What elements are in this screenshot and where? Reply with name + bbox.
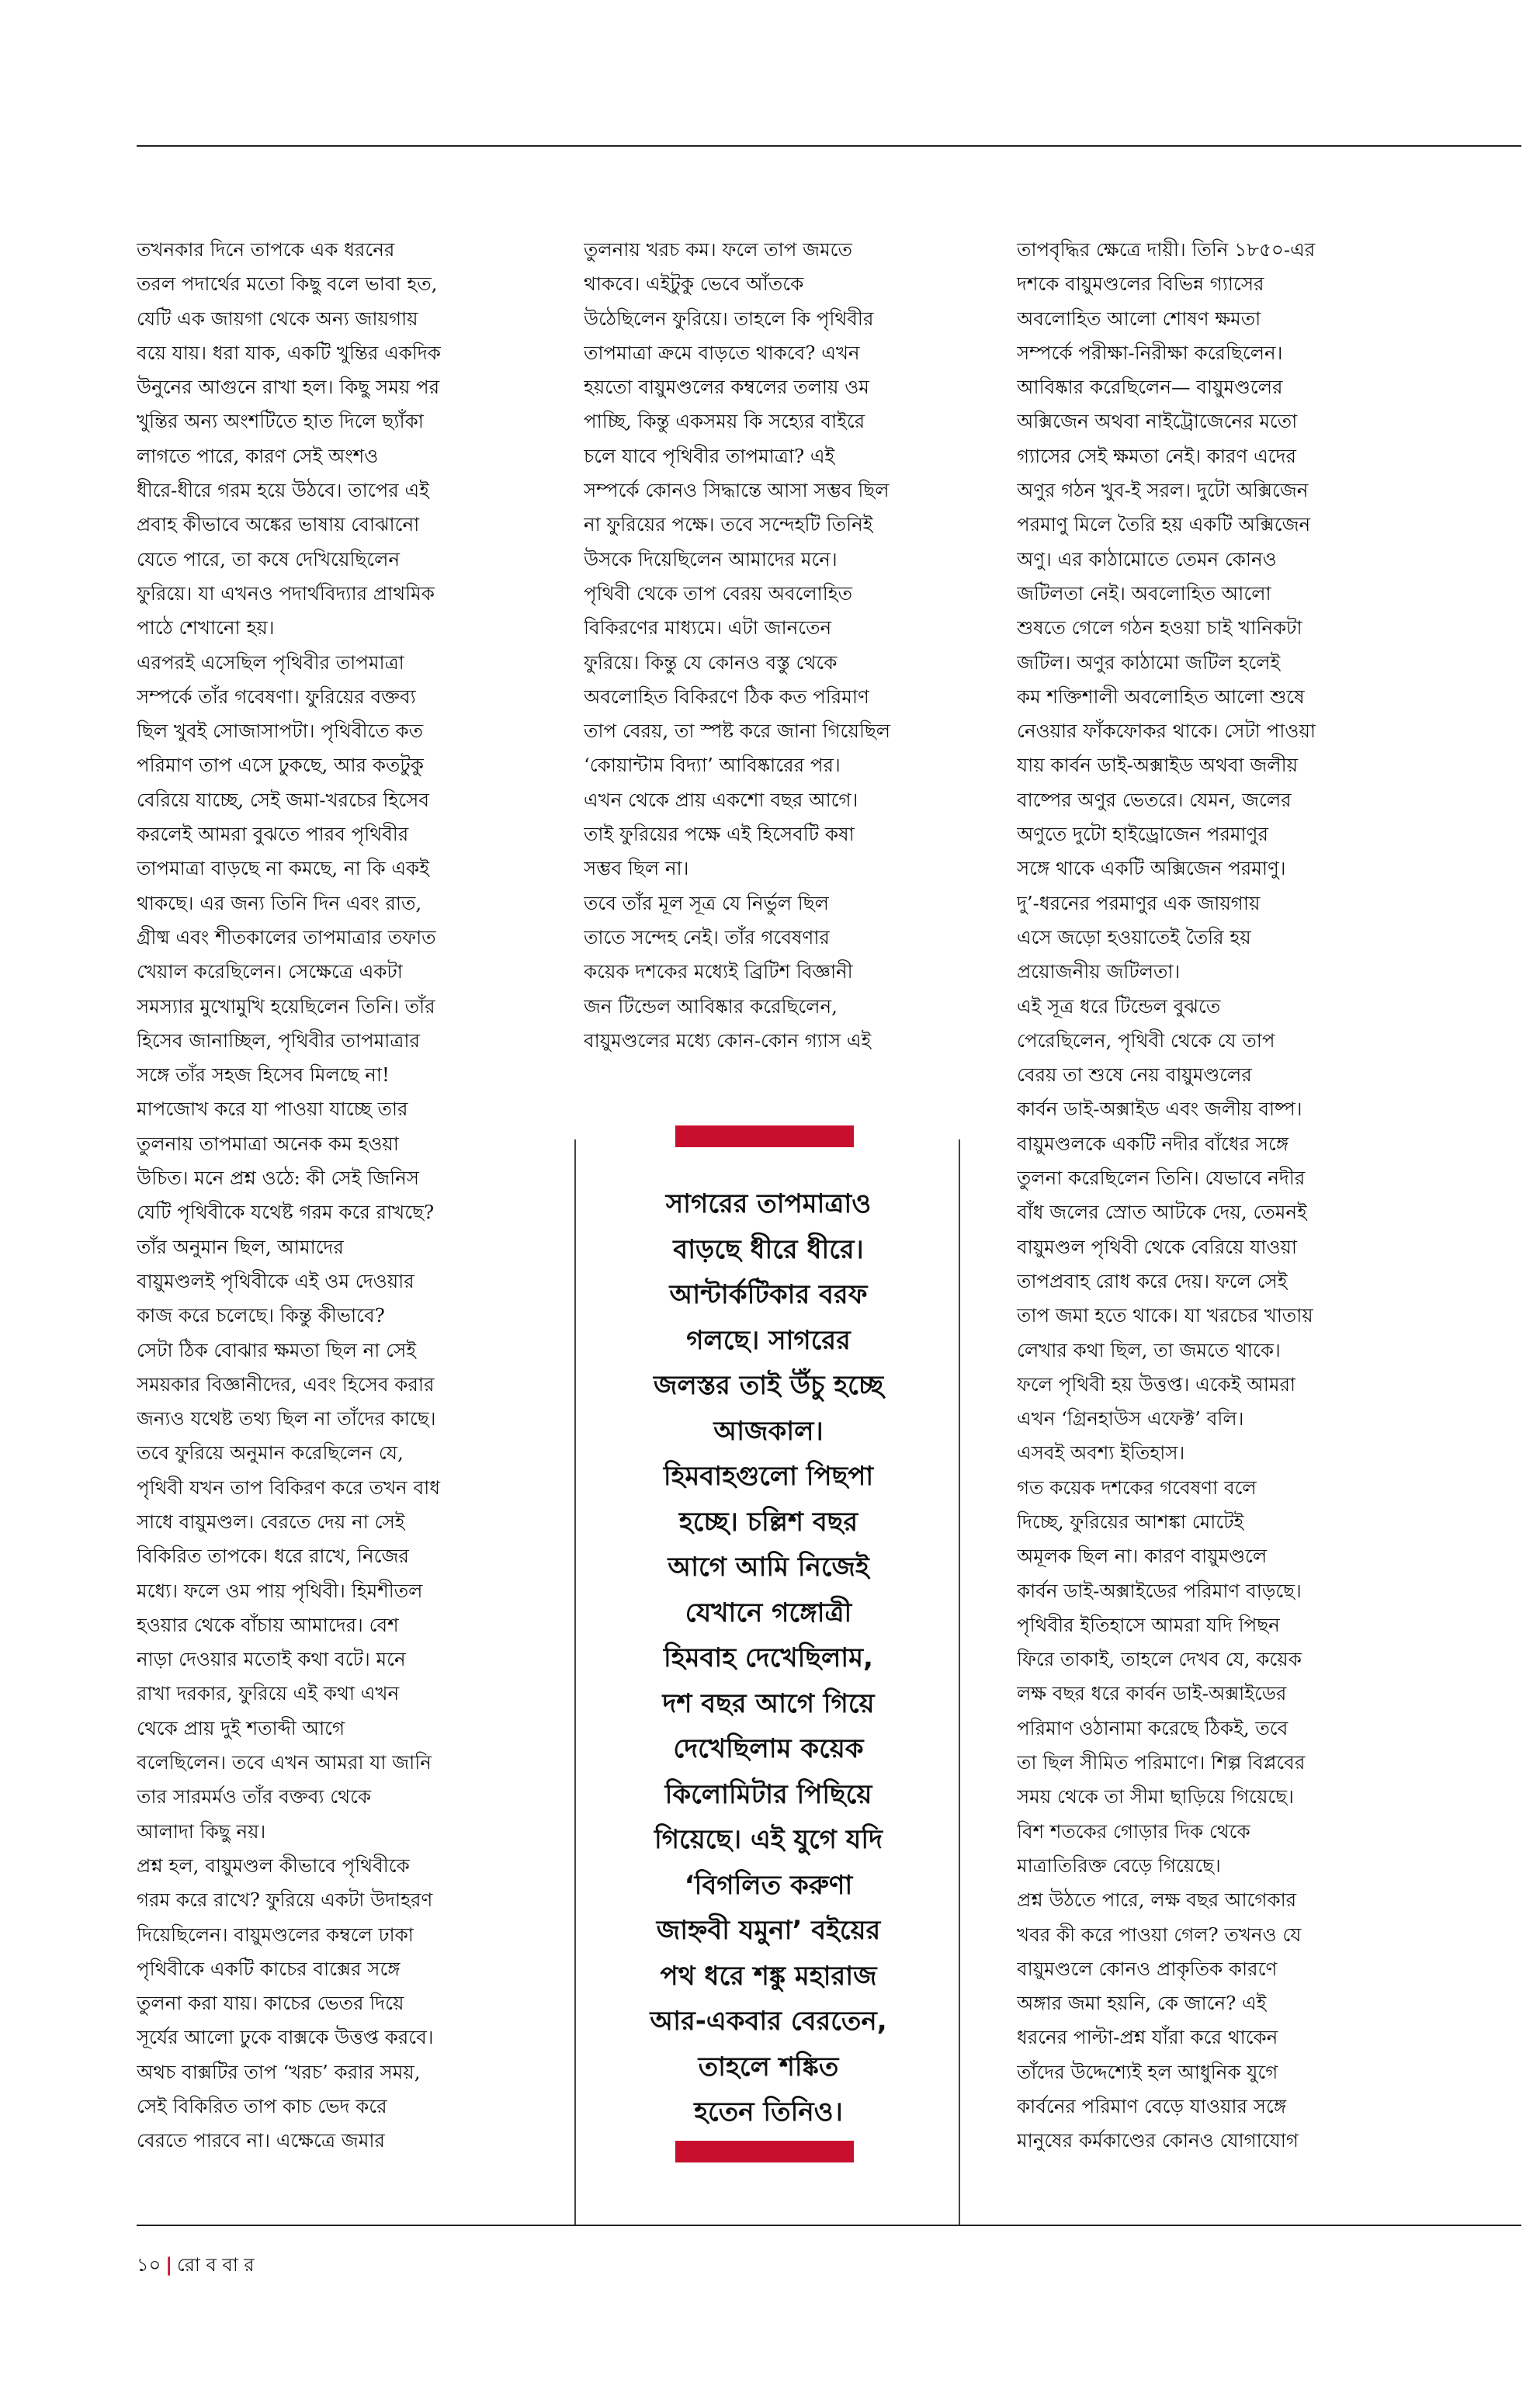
- text-line: সময়কার বিজ্ঞানীদের, এবং হিসেব করার: [137, 1372, 435, 1396]
- text-line: শুষতে গেলে গঠন হওয়া চাই খানিকটা: [1017, 616, 1302, 640]
- text-line: সম্পর্কে তাঁর গবেষণা। ফুরিয়ের বক্তব্য: [137, 685, 416, 708]
- text-line: বেরিয়ে যাচ্ছে, সেই জমা-খরচের হিসেব: [137, 788, 429, 811]
- text-line: পৃথিবী যখন তাপ বিকিরণ করে তখন বাধ: [137, 1476, 440, 1499]
- text-line: উনুনের আগুনে রাখা হল। কিছু সময় পর: [137, 376, 440, 399]
- text-line: কাজ করে চলেছে। কিন্তু কীভাবে?: [137, 1304, 385, 1327]
- text-line: থাকবে। এইটুকু ভেবে আঁতকে: [584, 272, 804, 296]
- text-line: তরল পদার্থের মতো কিছু বলে ভাবা হত,: [137, 272, 438, 296]
- text-line: হিসেব জানাচ্ছিল, পৃথিবীর তাপমাত্রার: [137, 1028, 420, 1052]
- pullquote-line: দেখেছিলাম কয়েক: [673, 1733, 864, 1764]
- text-line: সময় থেকে তা সীমা ছাড়িয়ে গিয়েছে।: [1017, 1785, 1294, 1809]
- text-line: এসে জড়ো হওয়াতেই তৈরি হয়: [1017, 925, 1251, 949]
- article-column-3: [1017, 233, 1409, 2159]
- pullquote-line: হিমবাহ দেখেছিলাম,: [664, 1642, 873, 1673]
- text-line: ধরনের পাল্টা-প্রশ্ন যাঁরা করে থাকেন: [1017, 2026, 1278, 2049]
- top-rule: [137, 145, 1521, 147]
- text-line: মাপজোখ করে যা পাওয়া যাচ্ছে তার: [137, 1098, 408, 1121]
- text-line: বায়ুমণ্ডলের মধ্যে কোন-কোন গ্যাস এই: [584, 1028, 872, 1052]
- text-line: কয়েক দশকের মধ্যেই ব্রিটিশ বিজ্ঞানী: [584, 960, 853, 983]
- text-line: খবর কী করে পাওয়া গেল? তখনও যে: [1017, 1923, 1302, 1946]
- text-line: তুলনায় খরচ কম। ফলে তাপ জমতে: [584, 238, 852, 261]
- text-line: লক্ষ বছর ধরে কার্বন ডাই-অক্সাইডের: [1017, 1682, 1287, 1705]
- footer-separator: |: [165, 2254, 172, 2276]
- pullquote-right-divider: [959, 1139, 960, 2225]
- text-line: পাঠে শেখানো হয়।: [137, 616, 275, 640]
- pullquote-line: আজকাল।: [713, 1415, 824, 1447]
- text-line: দু’-ধরনের পরমাণুর এক জায়গায়: [1017, 891, 1261, 914]
- text-line: চলে যাবে পৃথিবীর তাপমাত্রা? এই: [584, 444, 835, 467]
- text-line: বিশ শতকের গোড়ার দিক থেকে: [1017, 1819, 1250, 1843]
- text-line: লাগতে পারে, কারণ সেই অংশও: [137, 444, 379, 467]
- text-line: তাপপ্রবাহ রোধ করে দেয়। ফলে সেই: [1017, 1269, 1288, 1292]
- text-line: বিকিরিত তাপকে। ধরে রাখে, নিজের: [137, 1545, 409, 1568]
- text-line: বাষ্পের অণুর ভেতরে। যেমন, জলের: [1017, 788, 1292, 811]
- text-line: দিচ্ছে, ফুরিয়ের আশঙ্কা মোটেই: [1017, 1510, 1244, 1533]
- pullquote-line: হচ্ছে। চল্লিশ বছর: [678, 1506, 858, 1538]
- text-line: তাতে সন্দেহ নেই। তাঁর গবেষণার: [584, 925, 830, 949]
- text-line: ‘কোয়ান্টাম বিদ্যা’ আবিষ্কারের পর।: [584, 754, 841, 777]
- pullquote-line: আর-একবার বেরতেন,: [650, 2006, 887, 2037]
- text-line: মানুষের কর্মকাণ্ডের কোনও যোগাযোগ: [1017, 2129, 1299, 2152]
- text-line: থাকছে। এর জন্য তিনি দিন এবং রাত,: [137, 891, 422, 914]
- text-line: তাঁদের উদ্দেশ্যেই হল আধুনিক যুগে: [1017, 2060, 1278, 2083]
- text-line: থেকে প্রায় দুই শতাব্দী আগে: [137, 1716, 345, 1739]
- text-line: সম্পর্কে পরীক্ষা-নিরীক্ষা করেছিলেন।: [1017, 341, 1283, 364]
- text-line: অঙ্গার জমা হয়নি, কে জানে? এই: [1017, 1992, 1267, 2015]
- text-line: অবলোহিত আলো শোষণ ক্ষমতা: [1017, 307, 1261, 330]
- text-line: বয়ে যায়। ধরা যাক, একটি খুন্তির একদিক: [137, 341, 441, 364]
- text-line: কার্বন ডাই-অক্সাইড এবং জলীয় বাষ্প।: [1017, 1098, 1302, 1121]
- pullquote-line: তাহলে শঙ্কিত: [698, 2051, 839, 2083]
- text-line: উচিত। মনে প্রশ্ন ওঠে: কী সেই জিনিস: [137, 1167, 419, 1190]
- text-line: মধ্যে। ফলে ওম পায় পৃথিবী। হিমশীতল: [137, 1579, 423, 1602]
- text-line: ফুরিয়ে। যা এখনও পদার্থবিদ্যার প্রাথমিক: [137, 581, 435, 605]
- text-line: গরম করে রাখে? ফুরিয়ে একটা উদাহরণ: [137, 1888, 433, 1912]
- page-footer: [137, 2251, 255, 2282]
- text-line: নাড়া দেওয়ার মতোই কথা বটে। মনে: [137, 1648, 406, 1671]
- text-line: তুলনায় তাপমাত্রা অনেক কম হওয়া: [137, 1132, 399, 1155]
- text-line: হয়তো বায়ুমণ্ডলের কম্বলের তলায় ওম: [584, 376, 869, 399]
- text-line: বেরতে পারবে না। এক্ষেত্রে জমার: [137, 2129, 385, 2152]
- article-column-1: [137, 233, 529, 2159]
- text-line: জন্যও যথেষ্ট তথ্য ছিল না তাঁদের কাছে।: [137, 1407, 436, 1431]
- text-line: সাধে বায়ুমণ্ডল। বেরতে দেয় না সেই: [137, 1510, 405, 1533]
- text-line: হওয়ার থেকে বাঁচায় আমাদের। বেশ: [137, 1613, 399, 1636]
- text-line: তবে তাঁর মূল সূত্র যে নির্ভুল ছিল: [584, 891, 829, 914]
- text-line: কার্বনের পরিমাণ বেড়ে যাওয়ার সঙ্গে: [1017, 2095, 1287, 2118]
- pullquote: [598, 1181, 939, 2135]
- text-line: আলাদা কিছু নয়।: [137, 1819, 266, 1843]
- text-line: তাপমাত্রা ক্রমে বাড়তে থাকবে? এখন: [584, 341, 860, 364]
- text-line: পেরেছিলেন, পৃথিবী থেকে যে তাপ: [1017, 1028, 1275, 1052]
- text-line: অবলোহিত বিকিরণে ঠিক কত পরিমাণ: [584, 685, 869, 708]
- text-line: পৃথিবী থেকে তাপ বেরয় অবলোহিত: [584, 581, 853, 605]
- pullquote-line: কিলোমিটার পিছিয়ে: [664, 1778, 872, 1810]
- text-line: পৃথিবীকে একটি কাচের বাক্সের সঙ্গে: [137, 1957, 401, 1980]
- text-line: অণু। এর কাঠামোতে তেমন কোনও: [1017, 547, 1277, 571]
- text-line: গ্রীষ্ম এবং শীতকালের তাপমাত্রার তফাত: [137, 925, 436, 949]
- text-line: ফলে পৃথিবী হয় উত্তপ্ত। একেই আমরা: [1017, 1372, 1296, 1396]
- pullquote-line: জাহ্নবী যমুনা’ বইয়ের: [656, 1915, 881, 1946]
- pullquote-left-divider: [574, 1139, 576, 2225]
- text-line: তা ছিল সীমিত পরিমাণে। শিল্প বিপ্লবের: [1017, 1751, 1306, 1774]
- text-line: প্রবাহ কীভাবে অঙ্কের ভাষায় বোঝানো: [137, 513, 420, 536]
- text-line: তাপমাত্রা বাড়ছে না কমছে, না কি একই: [137, 857, 429, 880]
- text-line: তাপ জমা হতে থাকে। যা খরচের খাতায়: [1017, 1304, 1313, 1327]
- bottom-rule: [137, 2225, 1521, 2226]
- pullquote-line: ‘বিগলিত করুণা: [684, 1869, 853, 1901]
- text-line: সেটা ঠিক বোঝার ক্ষমতা ছিল না সেই: [137, 1338, 417, 1361]
- text-line: বেরয় তা শুষে নেয় বায়ুমণ্ডলের: [1017, 1063, 1252, 1087]
- text-line: ফিরে তাকাই, তাহলে দেখব যে, কয়েক: [1017, 1648, 1302, 1671]
- text-line: প্রশ্ন হল, বায়ুমণ্ডল কীভাবে পৃথিবীকে: [137, 1854, 410, 1877]
- text-line: রাখা দরকার, ফুরিয়ে এই কথা এখন: [137, 1682, 400, 1705]
- text-line: অথচ বাক্সটির তাপ ‘খরচ’ করার সময়,: [137, 2060, 421, 2083]
- text-line: দিয়েছিলেন। বায়ুমণ্ডলের কম্বলে ঢাকা: [137, 1923, 414, 1946]
- text-line: কার্বন ডাই-অক্সাইডের পরিমাণ বাড়ছে।: [1017, 1579, 1302, 1602]
- text-line: বায়ুমণ্ডল পৃথিবী থেকে বেরিয়ে যাওয়া: [1017, 1235, 1298, 1258]
- text-line: ধীরে-ধীরে গরম হয়ে উঠবে। তাপের এই: [137, 479, 429, 502]
- pullquote-line: হিমবাহগুলো পিছপা: [663, 1461, 874, 1492]
- text-line: তাই ফুরিয়ের পক্ষে এই হিসেবটি কষা: [584, 823, 855, 846]
- text-line: গ্যাসের সেই ক্ষমতা নেই। কারণ এদের: [1017, 444, 1296, 467]
- text-line: বায়ুমণ্ডলে কোনও প্রাকৃতিক কারণে: [1017, 1957, 1278, 1980]
- text-line: তাপবৃদ্ধির ক্ষেত্রে দায়ী। তিনি ১৮৫০-এর: [1017, 238, 1316, 261]
- text-line: অমূলক ছিল না। কারণ বায়ুমণ্ডলে: [1017, 1545, 1268, 1568]
- pullquote-line: আন্টার্কটিকার বরফ: [669, 1279, 868, 1310]
- text-line: প্রশ্ন উঠতে পারে, লক্ষ বছর আগেকার: [1017, 1888, 1297, 1912]
- text-line: যায় কার্বন ডাই-অক্সাইড অথবা জলীয়: [1017, 754, 1299, 777]
- text-line: তুলনা করেছিলেন তিনি। যেভাবে নদীর: [1017, 1167, 1306, 1190]
- text-line: অণুর গঠন খুব-ই সরল। দুটো অক্সিজেন: [1017, 479, 1309, 502]
- pullquote-line: গিয়েছে। এই যুগে যদি: [654, 1824, 883, 1855]
- text-line: পাচ্ছি, কিন্তু একসময় কি সহ্যের বাইরে: [584, 410, 865, 433]
- text-line: গত কয়েক দশকের গবেষণা বলে: [1017, 1476, 1257, 1499]
- text-line: মাত্রাতিরিক্ত বেড়ে গিয়েছে।: [1017, 1854, 1221, 1877]
- text-line: এরপরই এসেছিল পৃথিবীর তাপমাত্রা: [137, 650, 404, 674]
- magazine-name: রো ব বা র: [176, 2254, 255, 2276]
- pullquote-line: জলস্তর তাই উঁচু হচ্ছে: [653, 1370, 883, 1401]
- text-line: বায়ুমণ্ডলকে একটি নদীর বাঁধের সঙ্গে: [1017, 1132, 1289, 1155]
- pullquote-line: দশ বছর আগে গিয়ে: [662, 1687, 875, 1719]
- text-line: তুলনা করা যায়। কাচের ভেতর দিয়ে: [137, 1992, 404, 2015]
- pullquote-line: পথ ধরে শঙ্কু মহারাজ: [660, 1960, 877, 1992]
- text-line: ছিল খুবই সোজাসাপটা। পৃথিবীতে কত: [137, 720, 424, 743]
- pullquote-top-accent-bar: [675, 1125, 854, 1147]
- text-line: খেয়াল করেছিলেন। সেক্ষেত্রে একটা: [137, 960, 403, 983]
- text-line: জটিল। অণুর কাঠামো জটিল হলেই: [1017, 650, 1281, 674]
- text-line: দশকে বায়ুমণ্ডলের বিভিন্ন গ্যাসের: [1017, 272, 1264, 296]
- text-line: সমস্যার মুখোমুখি হয়েছিলেন তিনি। তাঁর: [137, 994, 435, 1018]
- text-line: তাপ বেরয়, তা স্পষ্ট করে জানা গিয়েছিল: [584, 720, 891, 743]
- text-line: অক্সিজেন অথবা নাইট্রোজেনের মতো: [1017, 410, 1298, 433]
- text-line: বায়ুমণ্ডলই পৃথিবীকে এই ওম দেওয়ার: [137, 1269, 414, 1292]
- text-line: প্রয়োজনীয় জটিলতা।: [1017, 960, 1181, 983]
- text-line: না ফুরিয়ের পক্ষে। তবে সন্দেহটি তিনিই: [584, 513, 873, 536]
- pullquote-bottom-accent-bar: [675, 2141, 854, 2162]
- text-line: এখন ‘গ্রিনহাউস এফেক্ট’ বলি।: [1017, 1407, 1244, 1431]
- text-line: বলেছিলেন। তবে এখন আমরা যা জানি: [137, 1751, 432, 1774]
- text-line: সেই বিকিরিত তাপ কাচ ভেদ করে: [137, 2095, 387, 2118]
- text-line: পরমাণু মিলে তৈরি হয় একটি অক্সিজেন: [1017, 513, 1311, 536]
- text-line: পৃথিবীর ইতিহাসে আমরা যদি পিছন: [1017, 1613, 1280, 1636]
- text-line: পরিমাণ তাপ এসে ঢুকছে, আর কতটুকু: [137, 754, 424, 777]
- text-line: জটিলতা নেই। অবলোহিত আলো: [1017, 581, 1271, 605]
- text-line: যেতে পারে, তা কষে দেখিয়েছিলেন: [137, 547, 401, 571]
- text-line: সঙ্গে থাকে একটি অক্সিজেন পরমাণু।: [1017, 857, 1286, 880]
- text-line: করলেই আমরা বুঝতে পারব পৃথিবীর: [137, 823, 409, 846]
- text-line: এই সূত্র ধরে টিন্ডেল বুঝতে: [1017, 994, 1221, 1018]
- text-line: তার সারমর্মও তাঁর বক্তব্য থেকে: [137, 1785, 372, 1809]
- text-line: যেটি এক জায়গা থেকে অন্য জায়গায়: [137, 307, 418, 330]
- text-line: সম্ভব ছিল না।: [584, 857, 689, 880]
- text-line: তখনকার দিনে তাপকে এক ধরনের: [137, 238, 395, 261]
- text-line: তবে ফুরিয়ে অনুমান করেছিলেন যে,: [137, 1441, 404, 1465]
- pullquote-line: বাড়ছে ধীরে ধীরে।: [673, 1233, 864, 1265]
- article-column-2: [584, 233, 976, 1058]
- text-line: লেখার কথা ছিল, তা জমতে থাকে।: [1017, 1338, 1281, 1361]
- text-line: উঠেছিলেন ফুরিয়ে। তাহলে কি পৃথিবীর: [584, 307, 874, 330]
- pullquote-line: যেখানে গঙ্গোত্রী: [685, 1597, 852, 1628]
- text-line: বাঁধ জলের স্রোত আটকে দেয়, তেমনই: [1017, 1201, 1307, 1224]
- text-line: কম শক্তিশালী অবলোহিত আলো শুষে: [1017, 685, 1305, 708]
- text-line: অণুতে দুটো হাইড্রোজেন পরমাণুর: [1017, 823, 1268, 846]
- text-line: যেটি পৃথিবীকে যথেষ্ট গরম করে রাখছে?: [137, 1201, 435, 1224]
- text-line: বিকিরণের মাধ্যমে। এটা জানতেন: [584, 616, 832, 640]
- text-line: সঙ্গে তাঁর সহজ হিসেব মিলছে না!: [137, 1063, 390, 1087]
- text-line: এসবই অবশ্য ইতিহাস।: [1017, 1441, 1185, 1465]
- text-line: উসকে দিয়েছিলেন আমাদের মনে।: [584, 547, 838, 571]
- pullquote-line: সাগরের তাপমাত্রাও: [665, 1188, 872, 1219]
- text-line: এখন থেকে প্রায় একশো বছর আগে।: [584, 788, 858, 811]
- text-line: সম্পর্কে কোনও সিদ্ধান্তে আসা সম্ভব ছিল: [584, 479, 890, 502]
- text-line: ফুরিয়ে। কিন্তু যে কোনও বস্তু থেকে: [584, 650, 838, 674]
- pullquote-line: আগে আমি নিজেই: [668, 1552, 869, 1583]
- text-line: নেওয়ার ফাঁকফোকর থাকে। সেটা পাওয়া: [1017, 720, 1316, 743]
- text-line: সূর্যের আলো ঢুকে বাক্সকে উত্তপ্ত করবে।: [137, 2026, 434, 2049]
- text-line: খুন্তির অন্য অংশটিতে হাত দিলে ছ্যাঁকা: [137, 410, 424, 433]
- text-line: তাঁর অনুমান ছিল, আমাদের: [137, 1235, 344, 1258]
- page-number: ১০: [137, 2254, 161, 2276]
- text-line: জন টিন্ডেল আবিষ্কার করেছিলেন,: [584, 994, 838, 1018]
- text-line: পরিমাণ ওঠানামা করেছে ঠিকই, তবে: [1017, 1716, 1289, 1739]
- pullquote-line: হতেন তিনিও।: [694, 2096, 843, 2128]
- text-line: আবিষ্কার করেছিলেন— বায়ুমণ্ডলের: [1017, 376, 1283, 399]
- pullquote-line: গলছে। সাগরের: [686, 1324, 851, 1356]
